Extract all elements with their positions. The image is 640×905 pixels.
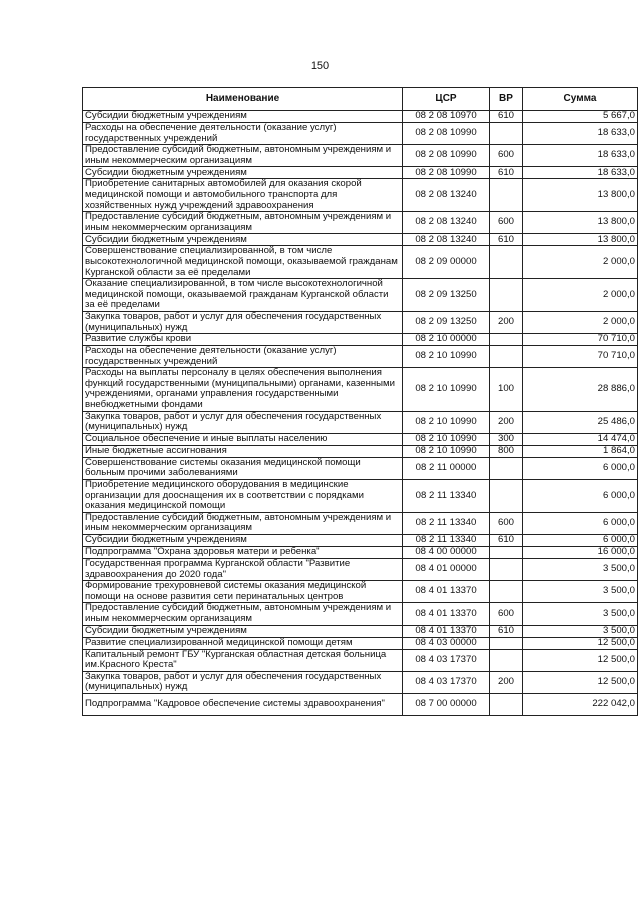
cell-name: Закупка товаров, работ и услуг для обеспечения государственных (муниципальных) нужд bbox=[83, 311, 403, 333]
header-sum: Сумма bbox=[523, 88, 638, 111]
cell-vr: 100 bbox=[490, 368, 523, 411]
cell-name: Формирование трехуровневой системы оказания медицинской помощи на основе развития сети перинатальных центров bbox=[83, 581, 403, 603]
cell-sum: 13 800,0 bbox=[523, 179, 638, 212]
cell-csr: 08 2 08 10990 bbox=[403, 167, 490, 179]
cell-csr: 08 4 03 17370 bbox=[403, 671, 490, 693]
cell-vr: 610 bbox=[490, 625, 523, 637]
cell-sum: 18 633,0 bbox=[523, 123, 638, 145]
cell-name: Закупка товаров, работ и услуг для обеспечения государственных (муниципальных) нужд bbox=[83, 411, 403, 433]
cell-sum: 3 500,0 bbox=[523, 559, 638, 581]
table-row bbox=[83, 212, 638, 234]
cell-csr: 08 2 08 13240 bbox=[403, 179, 490, 212]
cell-name: Расходы на обеспечение деятельности (оказание услуг) государственных учреждений bbox=[83, 123, 403, 145]
cell-csr: 08 2 08 13240 bbox=[403, 234, 490, 246]
cell-vr: 610 bbox=[490, 167, 523, 179]
header-csr: ЦСР bbox=[403, 88, 490, 111]
table-row bbox=[83, 311, 638, 333]
cell-name: Приобретение медицинского оборудования в медицинские организации для дооснащения их в соответствии с порядками оказания медицинской помощи bbox=[83, 480, 403, 513]
cell-csr: 08 2 10 10990 bbox=[403, 368, 490, 411]
table-row bbox=[83, 671, 638, 693]
table-row bbox=[83, 457, 638, 479]
cell-name: Совершенствование специализированной, в том числе высокотехнологичной медицинской помощи, оказываемой гражданам Курганской области за её пределами bbox=[83, 246, 403, 279]
table-row bbox=[83, 512, 638, 534]
cell-csr: 08 2 09 00000 bbox=[403, 246, 490, 279]
cell-csr: 08 2 10 10990 bbox=[403, 411, 490, 433]
table-row bbox=[83, 445, 638, 457]
cell-vr bbox=[490, 179, 523, 212]
cell-vr: 600 bbox=[490, 145, 523, 167]
cell-vr: 200 bbox=[490, 411, 523, 433]
cell-vr bbox=[490, 693, 523, 715]
cell-vr: 600 bbox=[490, 512, 523, 534]
cell-vr bbox=[490, 346, 523, 368]
cell-name: Развитие службы крови bbox=[83, 334, 403, 346]
cell-sum: 5 667,0 bbox=[523, 111, 638, 123]
cell-csr: 08 7 00 00000 bbox=[403, 693, 490, 715]
cell-sum: 18 633,0 bbox=[523, 145, 638, 167]
cell-vr bbox=[490, 559, 523, 581]
table-row bbox=[83, 279, 638, 312]
cell-sum: 2 000,0 bbox=[523, 279, 638, 312]
cell-sum: 1 864,0 bbox=[523, 445, 638, 457]
table-row bbox=[83, 693, 638, 715]
cell-vr bbox=[490, 637, 523, 649]
table-row bbox=[83, 145, 638, 167]
cell-csr: 08 2 10 10990 bbox=[403, 445, 490, 457]
cell-name: Предоставление субсидий бюджетным, автономным учреждениям и иным некоммерческим организациям bbox=[83, 145, 403, 167]
cell-name: Оказание специализированной, в том числе высокотехнологичной медицинской помощи, оказываемой гражданам Курганской области за её пределами bbox=[83, 279, 403, 312]
cell-sum: 6 000,0 bbox=[523, 535, 638, 547]
cell-csr: 08 2 08 10990 bbox=[403, 145, 490, 167]
header-vr: ВР bbox=[490, 88, 523, 111]
cell-name: Развитие специализированной медицинской помощи детям bbox=[83, 637, 403, 649]
cell-csr: 08 2 11 13340 bbox=[403, 480, 490, 513]
budget-table bbox=[82, 87, 638, 716]
cell-csr: 08 2 11 13340 bbox=[403, 512, 490, 534]
cell-name: Расходы на обеспечение деятельности (оказание услуг) государственных учреждений bbox=[83, 346, 403, 368]
cell-sum: 3 500,0 bbox=[523, 581, 638, 603]
cell-name: Совершенствование системы оказания медицинской помощи больным прочими заболеваниями bbox=[83, 457, 403, 479]
cell-csr: 08 4 00 00000 bbox=[403, 547, 490, 559]
cell-vr: 800 bbox=[490, 445, 523, 457]
cell-sum: 6 000,0 bbox=[523, 480, 638, 513]
cell-vr: 200 bbox=[490, 311, 523, 333]
cell-csr: 08 4 01 00000 bbox=[403, 559, 490, 581]
cell-vr: 200 bbox=[490, 671, 523, 693]
table-row bbox=[83, 234, 638, 246]
table-row bbox=[83, 334, 638, 346]
table-row bbox=[83, 547, 638, 559]
table-row bbox=[83, 433, 638, 445]
cell-sum: 70 710,0 bbox=[523, 346, 638, 368]
cell-vr bbox=[490, 649, 523, 671]
header-row bbox=[83, 88, 638, 111]
cell-sum: 6 000,0 bbox=[523, 457, 638, 479]
table-row bbox=[83, 649, 638, 671]
table-row bbox=[83, 581, 638, 603]
cell-vr bbox=[490, 123, 523, 145]
cell-sum: 18 633,0 bbox=[523, 167, 638, 179]
cell-sum: 13 800,0 bbox=[523, 234, 638, 246]
cell-csr: 08 4 01 13370 bbox=[403, 603, 490, 625]
cell-csr: 08 4 01 13370 bbox=[403, 581, 490, 603]
cell-sum: 13 800,0 bbox=[523, 212, 638, 234]
table-row bbox=[83, 535, 638, 547]
cell-csr: 08 4 03 17370 bbox=[403, 649, 490, 671]
cell-csr: 08 4 03 00000 bbox=[403, 637, 490, 649]
cell-name: Субсидии бюджетным учреждениям bbox=[83, 535, 403, 547]
cell-sum: 3 500,0 bbox=[523, 603, 638, 625]
cell-csr: 08 2 11 00000 bbox=[403, 457, 490, 479]
page-number: 150 bbox=[310, 60, 330, 72]
cell-vr bbox=[490, 334, 523, 346]
table-row bbox=[83, 167, 638, 179]
cell-name: Субсидии бюджетным учреждениям bbox=[83, 625, 403, 637]
cell-sum: 3 500,0 bbox=[523, 625, 638, 637]
cell-name: Предоставление субсидий бюджетным, автономным учреждениям и иным некоммерческим организациям bbox=[83, 603, 403, 625]
cell-csr: 08 2 08 10970 bbox=[403, 111, 490, 123]
cell-name: Подпрограмма "Охрана здоровья матери и ребенка" bbox=[83, 547, 403, 559]
cell-csr: 08 2 08 10990 bbox=[403, 123, 490, 145]
table-row bbox=[83, 637, 638, 649]
cell-sum: 14 474,0 bbox=[523, 433, 638, 445]
cell-vr bbox=[490, 246, 523, 279]
table-row bbox=[83, 559, 638, 581]
table-row bbox=[83, 111, 638, 123]
table-row bbox=[83, 411, 638, 433]
cell-csr: 08 2 11 13340 bbox=[403, 535, 490, 547]
cell-vr bbox=[490, 457, 523, 479]
table-row bbox=[83, 625, 638, 637]
cell-sum: 12 500,0 bbox=[523, 671, 638, 693]
cell-vr: 600 bbox=[490, 212, 523, 234]
cell-name: Субсидии бюджетным учреждениям bbox=[83, 234, 403, 246]
cell-vr bbox=[490, 547, 523, 559]
table-row bbox=[83, 603, 638, 625]
cell-name: Субсидии бюджетным учреждениям bbox=[83, 167, 403, 179]
cell-csr: 08 4 01 13370 bbox=[403, 625, 490, 637]
cell-name: Расходы на выплаты персоналу в целях обеспечения выполнения функций государственными (муниципальными) органами, казенными учреждениями, органами управления государственными внебюджетными фондами bbox=[83, 368, 403, 411]
cell-vr: 300 bbox=[490, 433, 523, 445]
cell-vr: 610 bbox=[490, 111, 523, 123]
table-row bbox=[83, 480, 638, 513]
cell-sum: 28 886,0 bbox=[523, 368, 638, 411]
cell-name: Иные бюджетные ассигнования bbox=[83, 445, 403, 457]
cell-vr: 610 bbox=[490, 234, 523, 246]
cell-csr: 08 2 10 00000 bbox=[403, 334, 490, 346]
cell-vr bbox=[490, 581, 523, 603]
table-row bbox=[83, 246, 638, 279]
cell-vr bbox=[490, 279, 523, 312]
cell-csr: 08 2 10 10990 bbox=[403, 346, 490, 368]
cell-sum: 12 500,0 bbox=[523, 637, 638, 649]
cell-vr bbox=[490, 480, 523, 513]
cell-sum: 25 486,0 bbox=[523, 411, 638, 433]
cell-sum: 6 000,0 bbox=[523, 512, 638, 534]
cell-sum: 2 000,0 bbox=[523, 311, 638, 333]
cell-name: Социальное обеспечение и иные выплаты населению bbox=[83, 433, 403, 445]
table-row bbox=[83, 346, 638, 368]
cell-name: Подпрограмма "Кадровое обеспечение системы здравоохранения" bbox=[83, 693, 403, 715]
cell-csr: 08 2 09 13250 bbox=[403, 279, 490, 312]
cell-vr: 610 bbox=[490, 535, 523, 547]
cell-name: Предоставление субсидий бюджетным, автономным учреждениям и иным некоммерческим организациям bbox=[83, 512, 403, 534]
cell-name: Закупка товаров, работ и услуг для обеспечения государственных (муниципальных) нужд bbox=[83, 671, 403, 693]
cell-name: Капитальный ремонт ГБУ "Курганская областная детская больница им.Красного Креста" bbox=[83, 649, 403, 671]
cell-csr: 08 2 10 10990 bbox=[403, 433, 490, 445]
table-row bbox=[83, 368, 638, 411]
cell-name: Приобретение санитарных автомобилей для оказания скорой медицинской помощи и автомобильного транспорта для хозяйственных нужд учреждений здравоохранения bbox=[83, 179, 403, 212]
cell-name: Государственная программа Курганской области "Развитие здравоохранения до 2020 года" bbox=[83, 559, 403, 581]
cell-sum: 2 000,0 bbox=[523, 246, 638, 279]
cell-csr: 08 2 09 13250 bbox=[403, 311, 490, 333]
cell-name: Предоставление субсидий бюджетным, автономным учреждениям и иным некоммерческим организациям bbox=[83, 212, 403, 234]
cell-sum: 70 710,0 bbox=[523, 334, 638, 346]
cell-sum: 222 042,0 bbox=[523, 693, 638, 715]
cell-name: Субсидии бюджетным учреждениям bbox=[83, 111, 403, 123]
table-row bbox=[83, 179, 638, 212]
cell-vr: 600 bbox=[490, 603, 523, 625]
cell-csr: 08 2 08 13240 bbox=[403, 212, 490, 234]
cell-sum: 12 500,0 bbox=[523, 649, 638, 671]
cell-sum: 16 000,0 bbox=[523, 547, 638, 559]
header-name: Наименование bbox=[83, 88, 403, 111]
table-row bbox=[83, 123, 638, 145]
